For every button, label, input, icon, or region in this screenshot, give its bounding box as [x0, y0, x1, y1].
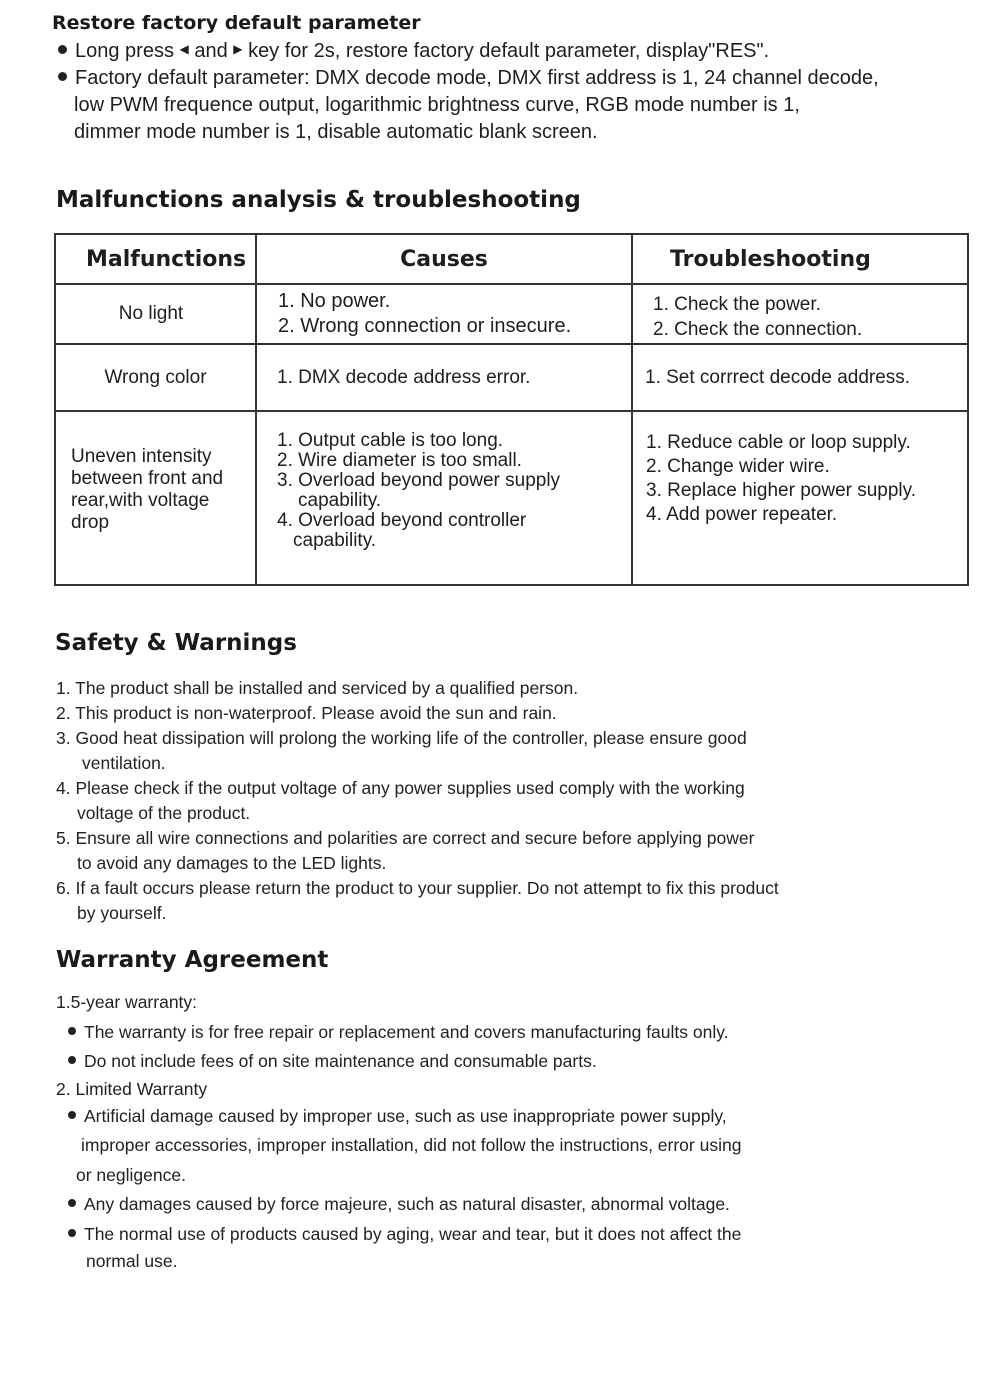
table-row [55, 411, 968, 585]
list-item: Artificial damage caused by improper use, such as use inappropriate power supply, [56, 1102, 741, 1132]
header-causes: Causes [256, 234, 632, 284]
left-triangle-key-icon: ◀ [179, 42, 189, 57]
list-item: Do not include fees of on site maintenance and consumable parts. [56, 1047, 741, 1077]
table-row [55, 284, 968, 344]
warranty-section-title: Warranty Agreement [56, 947, 329, 973]
list-item: 4. Please check if the output voltage of any power supplies used comply with the working [56, 778, 745, 798]
bullet-icon [68, 1027, 76, 1035]
malfunctions-section-title: Malfunctions analysis & troubleshooting [56, 187, 581, 213]
list-item-continuation: or negligence. [76, 1164, 186, 1185]
bullet-icon [68, 1229, 76, 1237]
malfunction-cell: Wrong color [55, 344, 256, 411]
bullet-icon [58, 72, 67, 81]
safety-list [56, 676, 779, 926]
malfunction-cell: Uneven intensity between front and rear,with voltage drop [55, 411, 256, 585]
list-item: 5. Ensure all wire connections and polarities are correct and secure before applying power [56, 828, 755, 848]
restore-line-defaults-2: low PWM frequence output, logarithmic brightness curve, RGB mode number is 1, [74, 94, 800, 116]
list-item: The normal use of products caused by aging, wear and tear, but it does not affect the [56, 1220, 741, 1250]
list-item-continuation: by yourself. [77, 903, 167, 923]
warranty-item-1: 1.5-year warranty: [56, 992, 198, 1012]
restore-line-defaults-3: dimmer mode number is 1, disable automatic blank screen. [74, 121, 598, 143]
warranty-item-2: 2. Limited Warranty [56, 1078, 208, 1099]
causes-cell: 1. DMX decode address error. [256, 344, 632, 411]
list-item-continuation: ventilation. [82, 753, 166, 773]
header-troubleshooting: Troubleshooting [632, 234, 968, 284]
bullet-icon [68, 1111, 76, 1119]
troubleshooting-cell: 1. Reduce cable or loop supply. 2. Change wider wire. 3. Replace higher power supply. 4. Add power repeater. [632, 411, 968, 585]
list-item-continuation: voltage of the product. [77, 803, 251, 823]
table-row [55, 344, 968, 411]
list-item-continuation: improper accessories, improper installation, did not follow the instructions, error using [81, 1135, 742, 1155]
list-item: 3. Good heat dissipation will prolong the working life of the controller, please ensure good [56, 728, 747, 748]
header-malfunctions: Malfunctions [55, 234, 256, 284]
causes-cell: 1. No power. 2. Wrong connection or insecure. [256, 284, 632, 344]
warranty-list [56, 988, 741, 1273]
safety-section-title: Safety & Warnings [55, 630, 297, 656]
list-item: 2. This product is non-waterproof. Please avoid the sun and rain. [56, 703, 557, 723]
bullet-icon [68, 1056, 76, 1064]
list-item: 1. The product shall be installed and serviced by a qualified person. [56, 678, 579, 698]
troubleshooting-cell: 1. Set corrrect decode address. [632, 344, 968, 411]
malfunction-cell: No light [55, 284, 256, 344]
restore-section-title: Restore factory default parameter [52, 12, 421, 34]
list-item: Any damages caused by force majeure, such as natural disaster, abnormal voltage. [56, 1190, 741, 1220]
right-triangle-key-icon: ▶ [233, 42, 243, 57]
list-item: 6. If a fault occurs please return the product to your supplier. Do not attempt to fix this product [56, 878, 779, 898]
causes-cell: 1. Output cable is too long. 2. Wire diameter is too small. 3. Overload beyond power supply capability. 4. Overload beyond controller capability. [256, 411, 632, 585]
list-item: The warranty is for free repair or replacement and covers manufacturing faults only. [56, 1018, 741, 1048]
restore-line-long-press: Long press ◀ and ▶ key for 2s, restore factory default parameter, display"RES". [58, 38, 769, 65]
list-item-continuation: normal use. [86, 1251, 178, 1271]
list-item-continuation: to avoid any damages to the LED lights. [77, 853, 387, 873]
bullet-icon [58, 45, 67, 54]
restore-line-defaults: Factory default parameter: DMX decode mode, DMX first address is 1, 24 channel decode, [58, 65, 879, 92]
troubleshooting-cell: 1. Check the power. 2. Check the connection. [632, 284, 968, 344]
bullet-icon [68, 1199, 76, 1207]
table-header-row [55, 234, 968, 284]
troubleshooting-table [54, 233, 969, 586]
